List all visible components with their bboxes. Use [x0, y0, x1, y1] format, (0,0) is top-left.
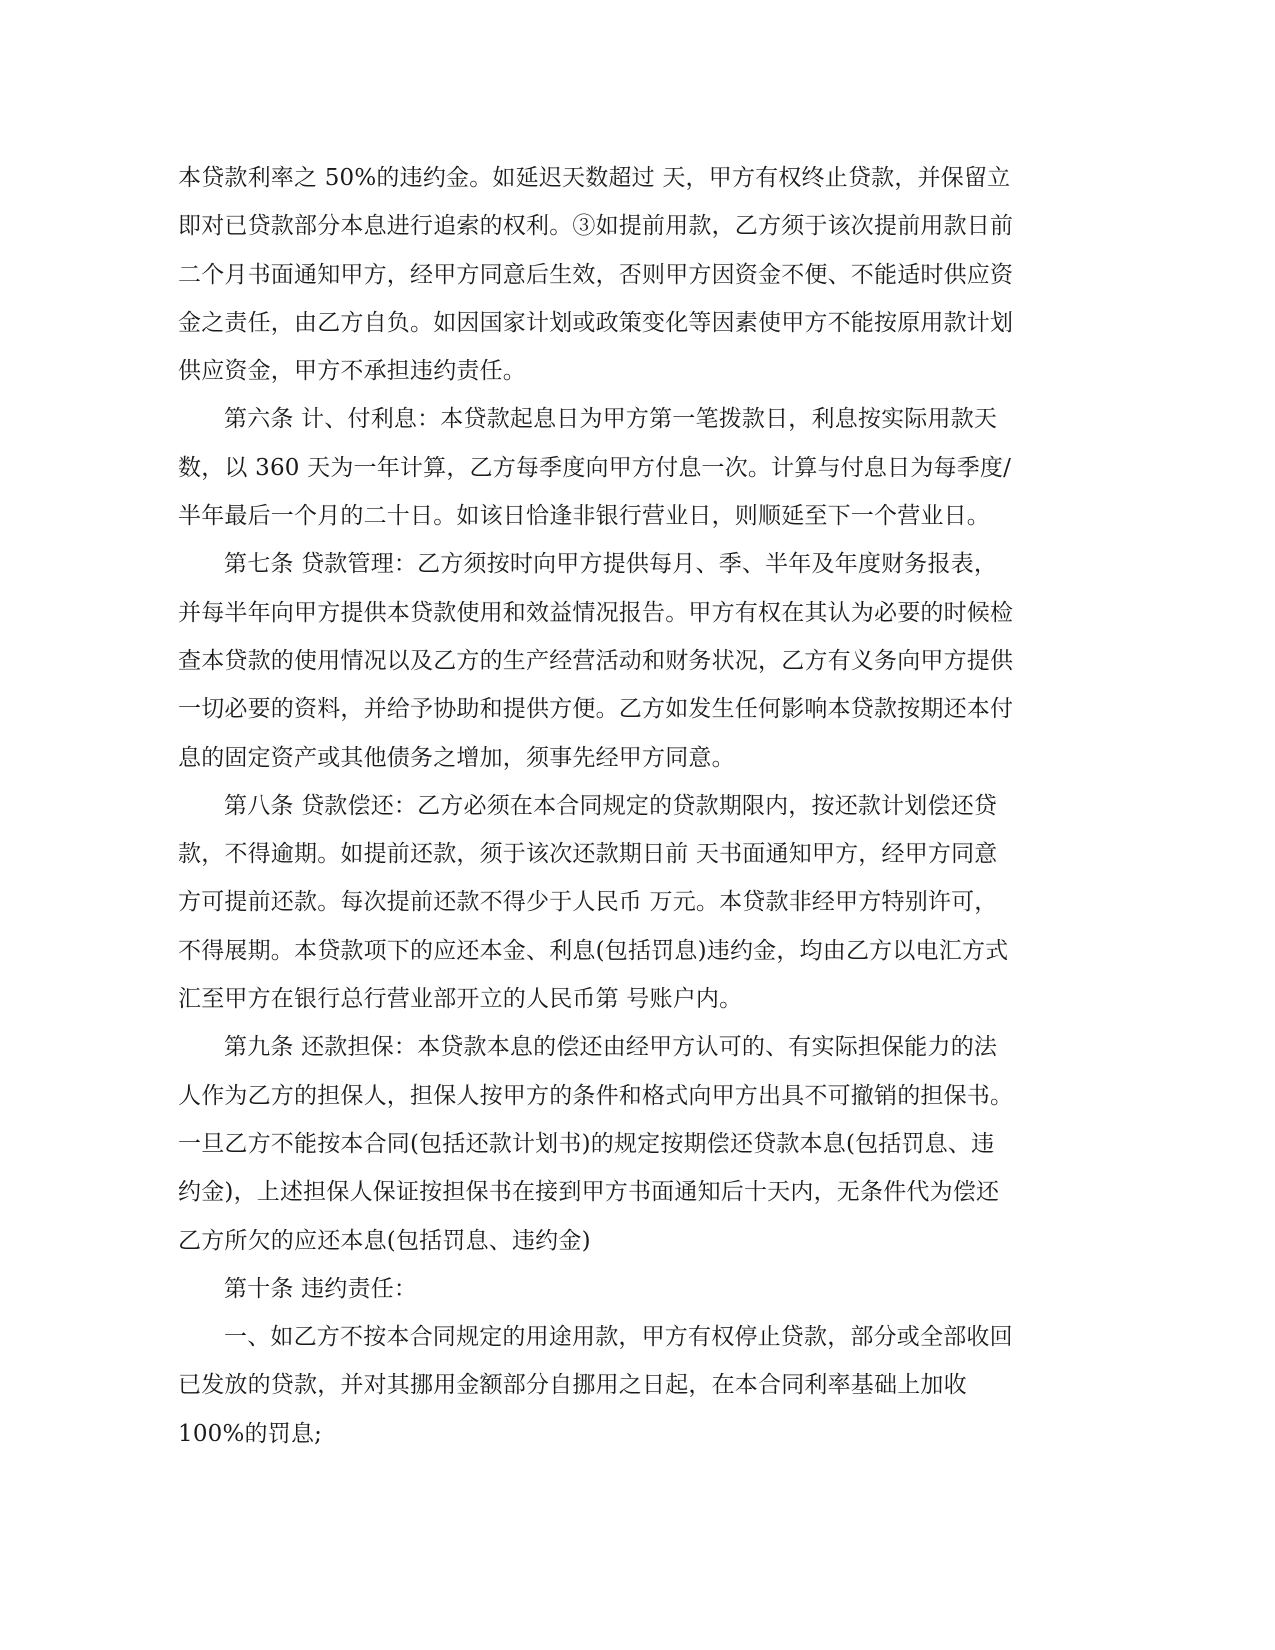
text-line: 人作为乙方的担保人，担保人按甲方的条件和格式向甲方出具不可撤销的担保书。	[178, 1082, 1014, 1109]
text-line: 款，不得逾期。如提前还款，须于该次还款期日前 天书面通知甲方，经甲方同意	[178, 841, 998, 868]
text-line: 乙方所欠的应还本息(包括罚息、违约金)	[178, 1227, 591, 1254]
article-7-heading-line: 第七条 贷款管理：乙方须按时向甲方提供每月、季、半年及年度财务报表，	[224, 551, 998, 578]
text-line: 方可提前还款。每次提前还款不得少于人民币 万元。本贷款非经甲方特别许可，	[178, 889, 998, 916]
text-line: 查本贷款的使用情况以及乙方的生产经营活动和财务状况，乙方有义务向甲方提供	[178, 647, 1014, 674]
article-8-heading-line: 第八条 贷款偿还：乙方必须在本合同规定的贷款期限内，按还款计划偿还贷	[224, 792, 998, 819]
text-line: 本贷款利率之 50%的违约金。如延迟天数超过 天，甲方有权终止贷款，并保留立	[178, 165, 1011, 191]
article-6-heading-line: 第六条 计、付利息：本贷款起息日为甲方第一笔拨款日，利息按实际用款天	[224, 406, 998, 433]
text-line: 即对已贷款部分本息进行追索的权利。③如提前用款，乙方须于该次提前用款日前	[178, 213, 1014, 240]
text-line: 汇至甲方在银行总行营业部开立的人民币第 号账户内。	[178, 986, 743, 1013]
article-9-heading-line: 第九条 还款担保：本贷款本息的偿还由经甲方认可的、有实际担保能力的法	[224, 1034, 998, 1061]
text-line: 已发放的贷款，并对其挪用金额部分自挪用之日起，在本合同利率基础上加收	[178, 1372, 967, 1399]
text-line: 半年最后一个月的二十日。如该日恰逢非银行营业日，则顺延至下一个营业日。	[178, 503, 990, 530]
text-line: 并每半年向甲方提供本贷款使用和效益情况报告。甲方有权在其认为必要的时候检	[178, 599, 1014, 626]
text-line: 息的固定资产或其他债务之增加，须事先经甲方同意。	[178, 744, 735, 771]
text-line: 供应资金，甲方不承担违约责任。	[178, 358, 526, 385]
article-10-heading-line: 第十条 违约责任：	[224, 1275, 418, 1302]
text-line: 一旦乙方不能按本合同(包括还款计划书)的规定按期偿还贷款本息(包括罚息、违	[178, 1130, 995, 1157]
text-line: 数，以 360 天为一年计算，乙方每季度向甲方付息一次。计算与付息日为每季度/	[178, 454, 1012, 481]
document-page	[178, 154, 1038, 1458]
text-line: 金之责任，由乙方自负。如因国家计划或政策变化等因素使甲方不能按原用款计划	[178, 309, 1014, 336]
text-line: 约金)，上述担保人保证按担保书在接到甲方书面通知后十天内，无条件代为偿还	[178, 1179, 1000, 1206]
clause-1-line: 一、如乙方不按本合同规定的用途用款，甲方有权停止贷款，部分或全部收回	[224, 1324, 1013, 1351]
text-line: 二个月书面通知甲方，经甲方同意后生效，否则甲方因资金不便、不能适时供应资	[178, 261, 1014, 288]
text-line: 不得展期。本贷款项下的应还本金、利息(包括罚息)违约金，均由乙方以电汇方式	[178, 937, 1009, 964]
text-line: 一切必要的资料，并给予协助和提供方便。乙方如发生任何影响本贷款按期还本付	[178, 696, 1014, 723]
text-line: 100%的罚息;	[178, 1420, 323, 1447]
